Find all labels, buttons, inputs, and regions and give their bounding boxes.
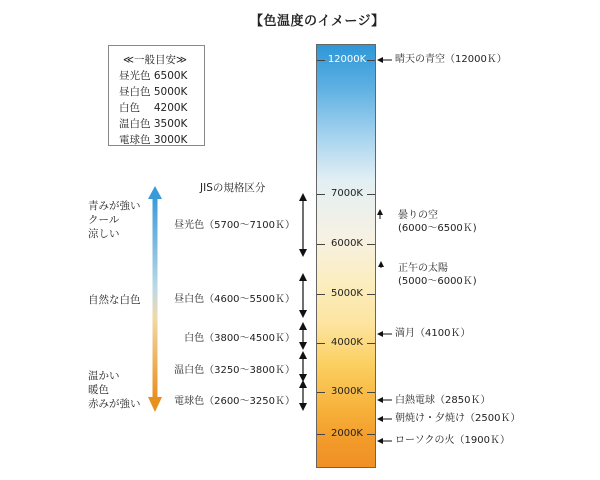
pointer-noon-sun	[378, 261, 384, 268]
guide-title: ≪一般目安≫	[123, 54, 187, 66]
pointer-incandescent	[377, 397, 392, 403]
feeling-gradient-arrow	[148, 186, 162, 412]
pointer-sunrise-sunset	[377, 416, 392, 422]
scale-label-3000: 3000K	[330, 386, 363, 397]
jis-daylight-range-arrow	[299, 193, 307, 257]
scale-label-2000: 2000K	[330, 428, 363, 439]
page-title: 【色温度のイメージ】	[250, 14, 385, 29]
pointer-clear-sky	[377, 57, 392, 63]
jis-white: 白色（3800〜4500Ｋ）	[184, 333, 295, 344]
guide-row-bulb: 電球色 3000K	[119, 134, 188, 146]
pointer-cloudy-sky	[377, 209, 383, 219]
source-cloudy-sky-range: (6000〜6500Ｋ)	[398, 223, 477, 234]
scale-label-12000: 12000K	[327, 54, 367, 65]
source-noon-sun-range: (5000〜6000Ｋ)	[398, 276, 477, 287]
pointer-candle	[377, 438, 392, 444]
jis-warm-white: 温白色（3250〜3800Ｋ）	[174, 365, 295, 376]
source-candle-label: ローソクの火（1900Ｋ）	[395, 435, 510, 446]
feeling-cool-line1: 青みが強い	[88, 200, 141, 212]
source-incandescent-label: 白熱電球（2850Ｋ）	[395, 395, 491, 406]
feeling-arrow-up-head	[148, 186, 162, 199]
feeling-warm-line3: 赤みが強い	[88, 398, 141, 410]
scale-label-5000: 5000K	[330, 288, 363, 299]
jis-bulb: 電球色（2600〜3250Ｋ）	[174, 396, 295, 407]
guide-row-daylight: 昼光色 6500K	[119, 70, 188, 82]
jis-neutral-white: 昼白色（4600〜5500Ｋ）	[174, 294, 295, 305]
jis-bulb-range-arrow	[299, 380, 307, 411]
pointer-full-moon	[377, 331, 392, 337]
jis-white-range-arrow	[299, 322, 307, 350]
jis-neutral-white-range-arrow	[299, 273, 307, 318]
source-sunrise-sunset-label: 朝焼け・夕焼け（2500Ｋ）	[395, 413, 521, 424]
feeling-arrow-down-head	[148, 397, 162, 412]
guide-row-neutral-white: 昼白色 5000K	[119, 86, 188, 98]
feeling-cool-line3: 涼しい	[88, 228, 120, 240]
feeling-cool-line2: クール	[88, 214, 120, 226]
guide-row-white: 白色 4200K	[119, 102, 188, 114]
jis-daylight: 昼光色（5700〜7100Ｋ）	[174, 220, 295, 231]
scale-label-7000: 7000K	[330, 188, 363, 199]
guide-row-warm-white: 温白色 3500K	[119, 118, 188, 130]
feeling-neutral-line1: 自然な白色	[88, 294, 141, 306]
source-cloudy-sky-label: 曇りの空	[398, 210, 438, 221]
scale-label-6000: 6000K	[330, 238, 363, 249]
source-noon-sun-label: 正午の太陽	[398, 263, 448, 274]
source-clear-sky-label: 晴天の青空（12000Ｋ）	[395, 54, 507, 65]
jis-warm-white-range-arrow	[299, 351, 307, 382]
jis-heading: JISの規格区分	[200, 182, 266, 194]
feeling-warm-line2: 暖色	[88, 384, 109, 396]
feeling-warm-line1: 温かい	[88, 370, 120, 382]
scale-label-4000: 4000K	[330, 337, 363, 348]
source-full-moon-label: 満月（4100Ｋ）	[395, 328, 471, 339]
